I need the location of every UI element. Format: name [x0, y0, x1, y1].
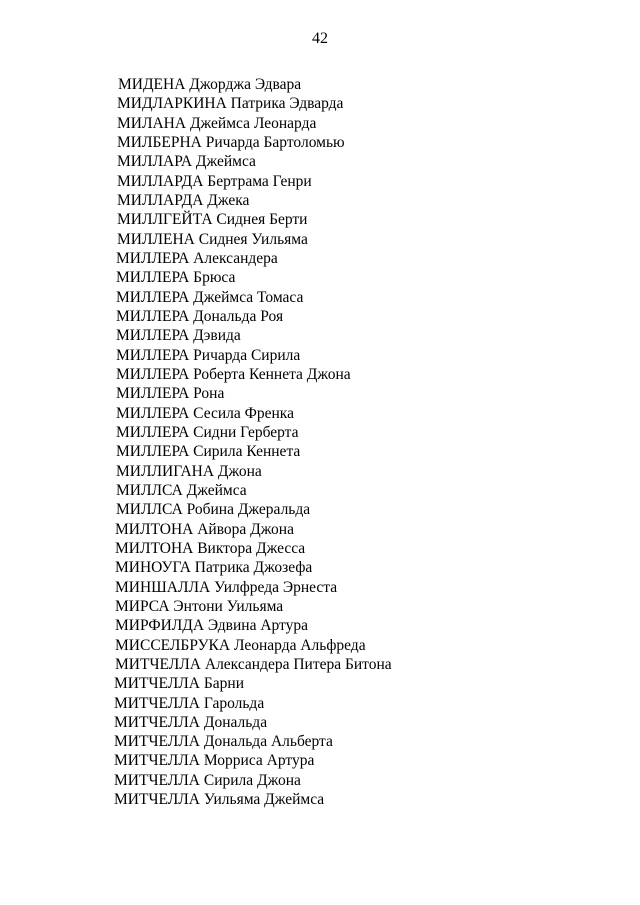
- list-item: МИЛЛЕНА Сиднея Уильяма: [117, 230, 308, 248]
- list-item: МИЛЛЕРА Ричарда Сирила: [116, 346, 301, 364]
- list-item: МИЛЛЕРА Александера: [116, 249, 278, 267]
- list-item: МИНШАЛЛА Уилфреда Эрнеста: [115, 578, 338, 596]
- list-item: МИТЧЕЛЛА Морриса Артура: [114, 752, 315, 770]
- list-item: МИЛЛЕРА Рона: [116, 385, 225, 403]
- list-item: МИНОУГА Патрика Джозефа: [115, 559, 313, 577]
- list-item: МИЛЛИГАНА Джона: [116, 462, 262, 480]
- list-item: МИТЧЕЛЛА Дональда: [114, 713, 268, 731]
- list-item: МИТЧЕЛЛА Гарольда: [114, 694, 265, 712]
- list-item: МИЛЛЕРА Сирила Кеннета: [116, 443, 301, 461]
- list-item: МИЛТОНА Айвора Джона: [115, 520, 294, 538]
- list-item: МИТЧЕЛЛА Александера Питера Битона: [115, 655, 392, 673]
- list-item: МИЛЛЕРА Дональда Роя: [116, 307, 284, 325]
- list-item: МИТЧЕЛЛА Дональда Альберта: [114, 733, 333, 751]
- list-item: МИЛАНА Джеймса Леонарда: [117, 114, 317, 132]
- list-item: МИЛТОНА Виктора Джесса: [115, 539, 306, 557]
- list-item: МИЛЛАРА Джеймса: [117, 153, 256, 171]
- list-item: МИЛЛАРДА Бертрама Генри: [117, 172, 312, 190]
- list-item: МИЛЛГЕЙТА Сиднея Берти: [117, 211, 308, 229]
- list-item: МИЛЛЕРА Сидни Герберта: [116, 423, 299, 441]
- page-number: 42: [312, 30, 328, 47]
- list-item: МИДЕНА Джорджа Эдвара: [118, 76, 302, 93]
- list-item: МИРФИЛДА Эдвина Артура: [115, 617, 309, 635]
- list-item: МИЛЛАРДА Джека: [117, 191, 250, 209]
- list-item: МИЛБЕРНА Ричарда Бартоломью: [117, 133, 345, 151]
- list-item: МИТЧЕЛЛА Барни: [114, 675, 244, 693]
- name-list: [114, 75, 392, 809]
- list-item: МИЛЛСА Робина Джеральда: [116, 501, 311, 519]
- list-item: МИРСА Энтони Уильяма: [115, 597, 284, 615]
- list-item: МИССЕЛБРУКА Леонарда Альфреда: [115, 636, 366, 654]
- list-item: МИЛЛЕРА Дэвида: [116, 327, 241, 345]
- list-item: МИТЧЕЛЛА Уильяма Джеймса: [114, 791, 325, 809]
- list-item: МИЛЛЕРА Сесила Френка: [116, 404, 294, 422]
- list-item: МИЛЛЕРА Роберта Кеннета Джона: [116, 365, 351, 383]
- list-item: МИЛЛЕРА Джеймса Томаса: [116, 288, 304, 306]
- list-item: МИЛЛСА Джеймса: [116, 481, 247, 499]
- list-item: МИЛЛЕРА Брюса: [116, 269, 236, 287]
- list-item: МИТЧЕЛЛА Сирила Джона: [114, 771, 301, 789]
- list-item: МИДЛАРКИНА Патрика Эдварда: [117, 95, 344, 113]
